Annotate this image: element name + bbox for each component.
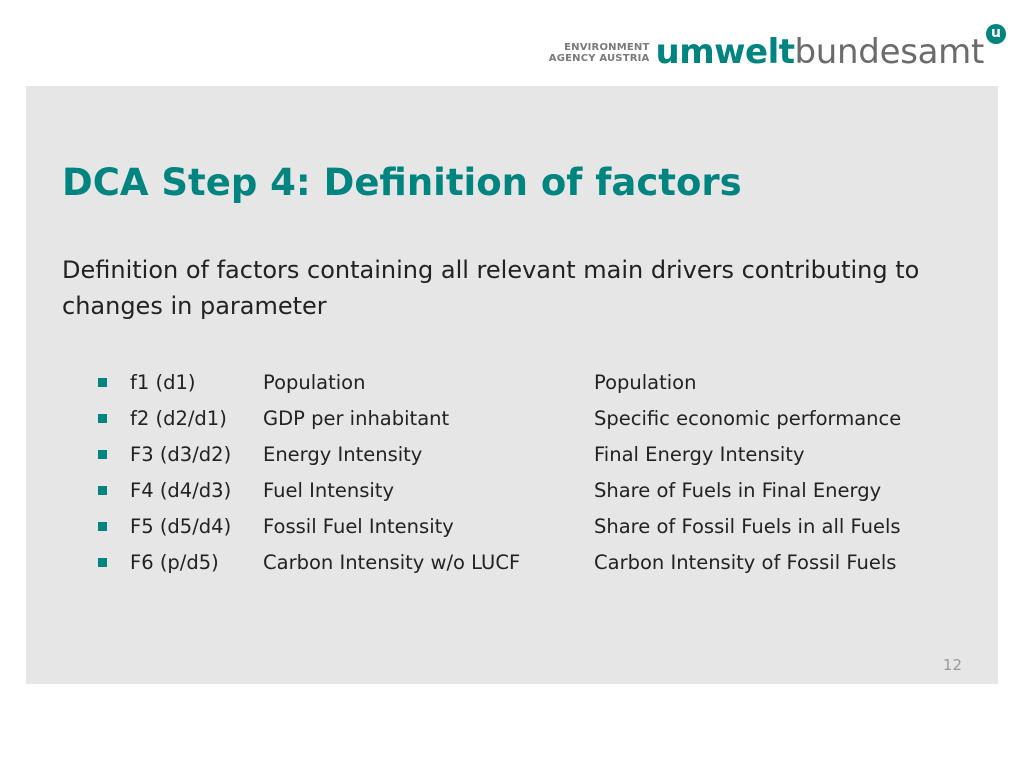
logo-agency-line-1: ENVIRONMENT <box>564 42 650 53</box>
factor-description: Carbon Intensity of Fossil Fuels <box>594 551 897 574</box>
page-number: 12 <box>942 656 962 674</box>
logo-wordmark <box>656 32 985 72</box>
factor-name: Population <box>263 371 366 394</box>
slide-subtitle: Definition of factors containing all relevant main drivers contributing to changes in parameter <box>62 256 920 320</box>
factor-code: f2 (d2/d1) <box>130 407 227 430</box>
factor-name: Carbon Intensity w/o LUCF <box>263 551 521 574</box>
square-bullet-icon <box>98 486 107 495</box>
factor-name: GDP per inhabitant <box>263 407 450 430</box>
square-bullet-icon <box>98 558 107 567</box>
factor-code: f1 (d1) <box>130 371 196 394</box>
factor-description: Specific economic performance <box>594 407 902 430</box>
factor-code: F6 (p/d5) <box>130 551 219 574</box>
logo-agency-line-2: AGENCY AUSTRIA <box>548 53 650 64</box>
factor-code: F4 (d4/d3) <box>130 479 232 502</box>
factor-description: Final Energy Intensity <box>594 443 805 466</box>
square-bullet-icon <box>98 522 107 531</box>
slide-title: DCA Step 4: Definition of factors <box>62 161 742 204</box>
factor-description: Share of Fossil Fuels in all Fuels <box>594 515 901 538</box>
factor-code: F5 (d5/d4) <box>130 515 232 538</box>
square-bullet-icon <box>98 414 107 423</box>
factor-description: Share of Fuels in Final Energy <box>594 479 882 502</box>
logo-word-bundesamt: bundesamt <box>794 32 984 72</box>
factor-description: Population <box>594 371 697 394</box>
factor-code: F3 (d3/d2) <box>130 443 232 466</box>
square-bullet-icon <box>98 450 107 459</box>
logo-agency-text <box>549 42 650 64</box>
factor-name: Energy Intensity <box>263 443 423 466</box>
agency-logo <box>549 22 1006 72</box>
square-bullet-icon <box>98 378 107 387</box>
logo-u-icon: u <box>986 24 1006 44</box>
logo-word-umwelt: umwelt <box>655 32 795 72</box>
factor-name: Fuel Intensity <box>263 479 394 502</box>
slide-panel <box>26 86 998 684</box>
factor-name: Fossil Fuel Intensity <box>263 515 454 538</box>
